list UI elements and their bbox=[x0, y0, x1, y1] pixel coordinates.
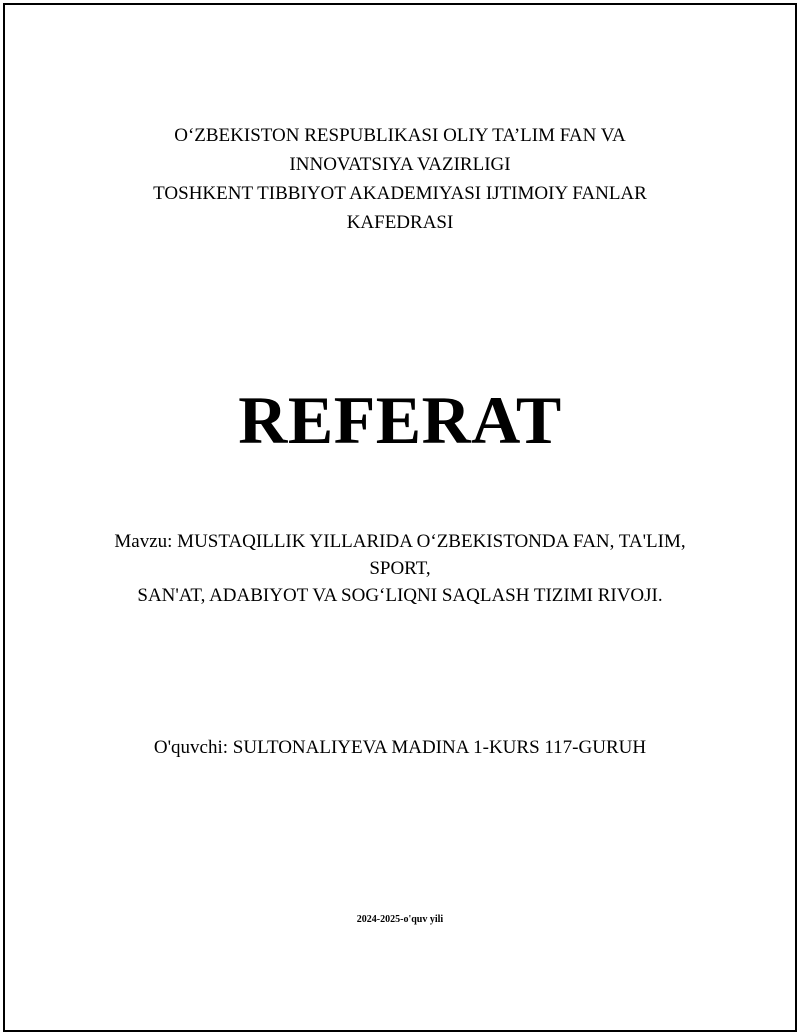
header-line-4: KAFEDRASI bbox=[346, 212, 454, 233]
topic-line-3: SAN'AT, ADABIYOT VA SOG‘LIQNI SAQLASH TIZIMI RIVOJI. bbox=[137, 585, 663, 606]
header-line-3: TOSHKENT TIBBIYOT AKADEMIYASI IJTIMOIY FANLAR bbox=[153, 183, 647, 204]
topic-line-2: SPORT, bbox=[369, 558, 431, 579]
header-line-2: INNOVATSIYA VAZIRLIGI bbox=[289, 154, 511, 175]
institution-header bbox=[0, 121, 800, 237]
topic-line-1: Mavzu: MUSTAQILLIK YILLARIDA O‘ZBEKISTONDA FAN, TA'LIM, bbox=[114, 531, 686, 552]
header-line-1: O‘ZBEKISTON RESPUBLIKASI OLIY TA’LIM FAN VA bbox=[174, 125, 626, 146]
topic-block bbox=[0, 528, 800, 609]
student-info: O'quvchi: SULTONALIYEVA MADINA 1-KURS 117-GURUH bbox=[153, 737, 647, 758]
document-title: REFERAT bbox=[238, 382, 562, 458]
academic-year: 2024-2025-o'quv yili bbox=[356, 914, 444, 925]
